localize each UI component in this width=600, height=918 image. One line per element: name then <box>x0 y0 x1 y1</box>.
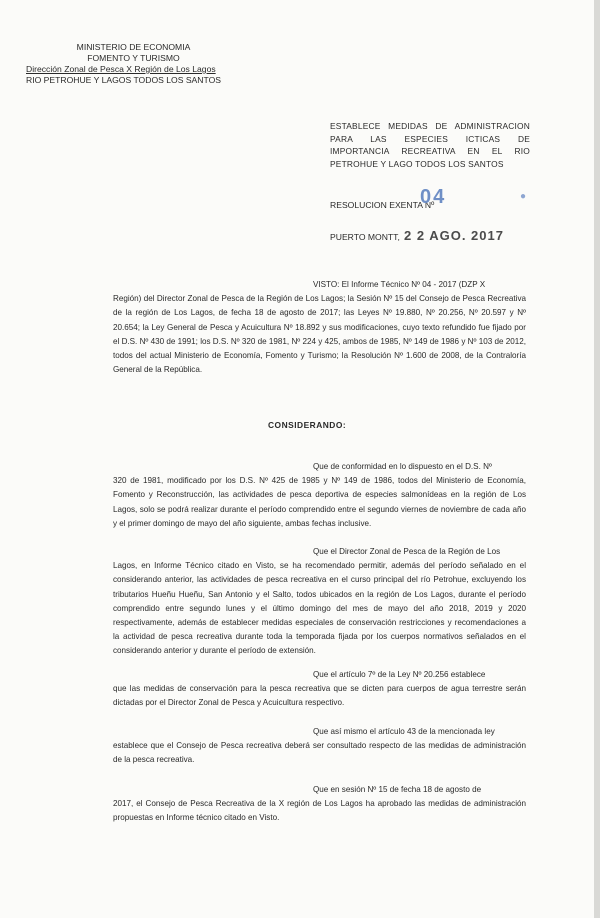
considerando-paragraph <box>113 668 526 711</box>
paragraph-body: 320 de 1981, modificado por los D.S. Nº 425 de 1985 y Nº 149 de 1986, todos del Ministerio de Economía, Fomento y Reconstrucción, las actividades de pesca deportiva de especies salmonídeas en la región de Los Lagos, solo se podrá realizar durante el período comprendido entre el segundo viernes de noviembre de cada año y el primer domingo de mayo del año siguiente, ambas fechas inclusive. <box>113 476 526 528</box>
date-stamp: 2 2 AGO. 2017 <box>404 228 504 243</box>
place-label: PUERTO MONTT, <box>330 232 400 242</box>
letterhead <box>26 42 241 86</box>
resolution-subject: ESTABLECE MEDIDAS DE ADMINISTRACION PARA LAS ESPECIES ICTICAS DE IMPORTANCIA RECREATIVA EN EL RIO PETROHUE Y LAGO TODOS LOS SANTOS <box>330 121 530 169</box>
page-edge <box>594 0 600 918</box>
visto-body: Región) del Director Zonal de Pesca de la Región de Los Lagos; la Sesión Nº 15 del Consejo de Pesca Recreativa de la región de Los Lagos, de fecha 18 de agosto de 2017; las Leyes Nº 19.880, Nº 20.256, Nº 20.597 y Nº 20.654; la Ley General de Pesca y Acuicultura Nº 18.892 y sus modificaciones, cuyo texto refundido fue fijado por el D.S. Nº 430 de 1991; los D.S. Nº 320 de 1981, Nº 224 y 425, ambos de 1985, Nº 149 de 1986 y Nº 103 de 2012, todos del actual Ministerio de Economía, Fomento y Turismo; la Resolución Nº 1.600 de 2008, de la Contraloría General de la República. <box>113 294 526 375</box>
paragraph-body: establece que el Consejo de Pesca recreativa deberá ser consultado respecto de las medidas de administración de la pesca recreativa. <box>113 741 526 765</box>
paragraph-body: Lagos, en Informe Técnico citado en Visto, se ha recomendado permitir, además del período señalado en el considerando anterior, las actividades de pesca recreativa en el curso principal del río Petrohue, excluyendo los tributarios Hueñu Hueñu, San Antonio y el Salto, todos ubicados en la región de Los Lagos, durante el período comprendido entre segundo lunes y el último domingo del mes de mayo del año 2018, 2019 y 2020 respectivamente, además de establecer medidas especiales de conservación restricciones y recomendaciones a la actividad de pesca recreativa durante toda la temporada fijada por los cuerpos normativos señalados en el considerando anterior y durante el período de extensión. <box>113 561 526 656</box>
visto-paragraph <box>113 278 526 377</box>
directorate-line: Dirección Zonal de Pesca X Región de Los Lagos <box>26 64 216 74</box>
considerando-paragraph <box>113 545 526 659</box>
ink-mark: ● <box>520 191 527 202</box>
paragraph-lead: Que en sesión Nº 15 de fecha 18 de agosto de <box>313 785 482 794</box>
resolution-label: RESOLUCION EXENTA Nº <box>330 200 435 210</box>
paragraph-lead: Que así mismo el artículo 43 de la mencionada ley <box>313 727 495 736</box>
paragraph-body: que las medidas de conservación para la pesca recreativa que se dicten para cuerpos de agua terrestre serán dictadas por el Director Zonal de Pesca y Acuicultura respectivo. <box>113 684 526 708</box>
considerando-heading: CONSIDERANDO: <box>268 420 347 430</box>
paragraph-body: 2017, el Consejo de Pesca Recreativa de la X región de Los Lagos ha aprobado las medidas de administración propuestas en Informe técnico citado en Visto. <box>113 799 526 823</box>
resolution-number: 04 <box>420 186 447 208</box>
considerando-paragraph <box>113 783 526 826</box>
paragraph-lead: Que el artículo 7º de la Ley Nº 20.256 establece <box>313 670 486 679</box>
considerando-paragraph <box>113 725 526 768</box>
visto-lead: VISTO: El Informe Técnico Nº 04 - 2017 (DZP X <box>313 280 486 289</box>
ministry-subline: FOMENTO Y TURISMO <box>87 53 180 63</box>
file-reference: RIO PETROHUE Y LAGOS TODOS LOS SANTOS <box>26 75 222 85</box>
paragraph-lead: Que el Director Zonal de Pesca de la Región de Los <box>313 547 501 556</box>
considerando-paragraph <box>113 460 526 531</box>
paragraph-lead: Que de conformidad en lo dispuesto en el D.S. Nº <box>313 462 492 471</box>
ministry-line: MINISTERIO DE ECONOMIA <box>76 42 191 52</box>
